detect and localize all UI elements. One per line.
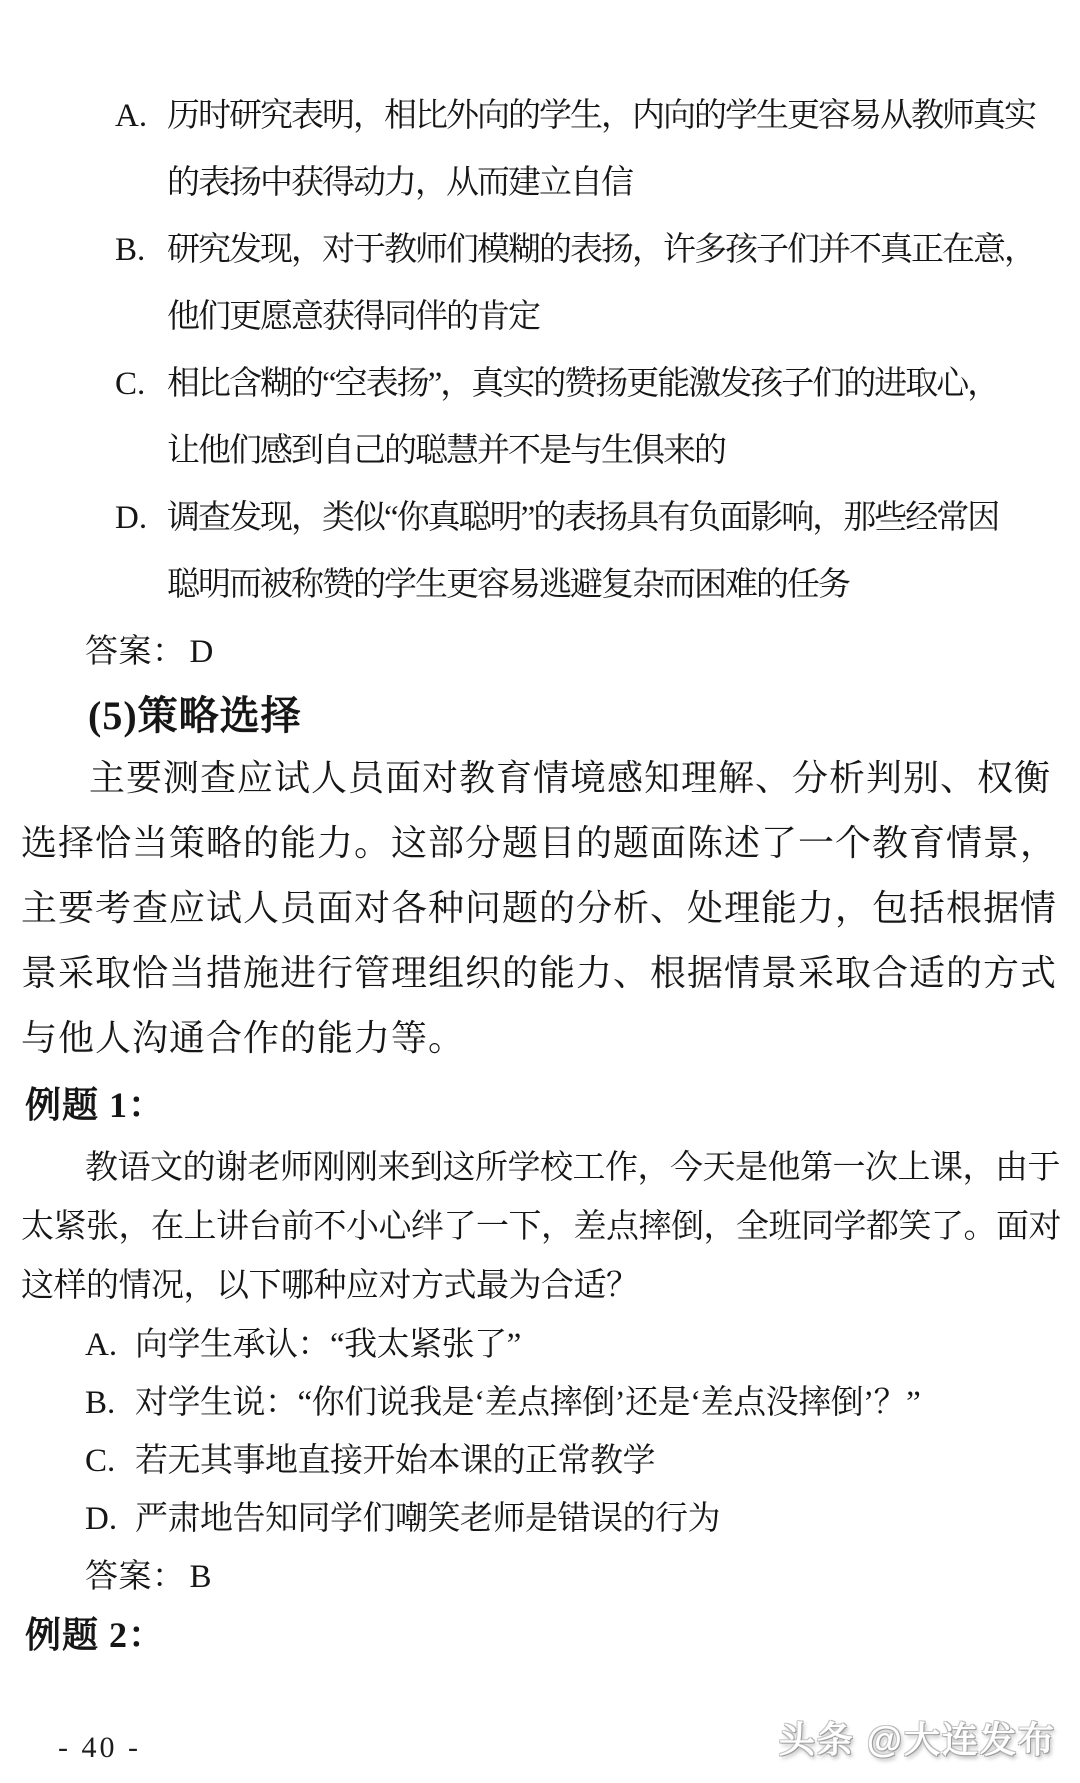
option-label: B. [85,1385,116,1421]
option-text [167,485,998,619]
paragraph-line: 主要测查应试人员面对教育情境感知理解、分析判别、权衡 [89,758,1052,798]
example1-stem [21,1139,1080,1316]
answer-line-prev [85,619,1080,686]
option-label: A. [85,1327,118,1363]
answer-label: 答案： [85,1559,186,1595]
option-text: 向学生承认：“我太紧张了” [135,1327,521,1363]
answer-line-example1 [85,1548,1080,1606]
paragraph-line: 选择恰当策略的能力。这部分题目的题面陈述了一个教育情景， [21,823,1058,863]
answer-value: D [189,634,214,670]
option-b [115,217,1080,351]
option-line: 聪明而被称赞的学生更容易逃避复杂而困难的任务 [167,567,849,603]
option-c [115,351,1080,485]
example1-options [85,1316,1080,1548]
option-label: C. [115,366,146,402]
option-c [85,1432,1080,1490]
option-line: 相比含糊的“空表扬”，真实的赞扬更能激发孩子们的进取心， [167,366,999,402]
option-line: 他们更愿意获得同伴的肯定 [167,299,539,335]
paragraph-line: 主要考查应试人员面对各种问题的分析、处理能力，包括根据情 [21,888,1058,928]
paragraph-line: 与他人沟通合作的能力等。 [21,1018,466,1058]
option-line: 的表扬中获得动力，从而建立自信 [167,165,632,201]
option-text: 若无其事地直接开始本课的正常教学 [135,1443,655,1479]
option-a [85,1316,1080,1374]
option-line: 研究发现，对于教师们模糊的表扬，许多孩子们并不真正在意， [167,232,1035,268]
option-d [115,485,1080,619]
option-label: B. [115,232,146,268]
prev-question-options [0,0,1080,686]
option-line: 历时研究表明，相比外向的学生，内向的学生更容易从教师真实 [167,98,1035,134]
option-text [167,217,1035,351]
option-label: A. [115,98,148,134]
option-text: 对学生说：“你们说我是‘差点摔倒’还是‘差点没摔倒’？” [135,1385,921,1421]
option-text [167,83,1035,217]
option-label: C. [85,1443,116,1479]
option-b [85,1374,1080,1432]
stem-line: 太紧张，在上讲台前不小心绊了一下，差点摔倒，全班同学都笑了。面对 [21,1209,1061,1245]
option-d [85,1490,1080,1548]
example1-heading: 例题 1： [25,1085,166,1125]
page-number: - 40 - [58,1731,141,1764]
option-label: D. [85,1501,118,1537]
option-line: 让他们感到自己的聪慧并不是与生俱来的 [167,433,725,469]
example2-heading: 例题 2： [25,1615,166,1655]
option-label: D. [115,500,148,536]
watermark: 头条 @大连发布 [778,1719,1056,1760]
section-heading: (5)策略选择 [88,693,302,738]
stem-line: 这样的情况，以下哪种应对方式最为合适？ [21,1268,639,1304]
option-a [115,83,1080,217]
option-text: 严肃地告知同学们嘲笑老师是错误的行为 [135,1501,720,1537]
answer-value: B [189,1559,213,1595]
intro-paragraph [21,746,1080,1071]
paragraph-line: 景采取恰当措施进行管理组织的能力、根据情景采取合适的方式 [21,953,1058,993]
option-text [167,351,998,485]
answer-label: 答案： [85,634,186,670]
option-line: 调查发现，类似“你真聪明”的表扬具有负面影响，那些经常因 [167,500,999,536]
stem-line: 教语文的谢老师刚刚来到这所学校工作，今天是他第一次上课，由于 [85,1150,1060,1186]
